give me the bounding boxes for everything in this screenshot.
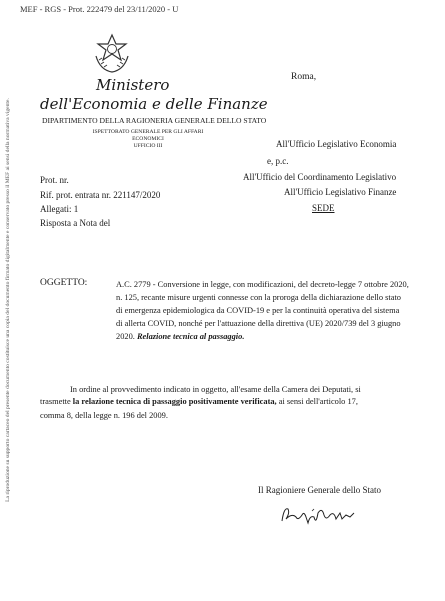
letterhead-ispettorato xyxy=(88,129,208,150)
signatory-title: Il Ragioniere Generale dello Stato xyxy=(258,485,381,495)
body-trasmette: trasmette xyxy=(40,397,71,406)
oggetto-line5-plain: 2020. xyxy=(116,332,135,341)
recipient-cc-label: e, p.c. xyxy=(267,156,289,166)
body-line-3: comma 8, della legge n. 196 del 2009. xyxy=(40,411,168,420)
body-relazione-bold: la relazione tecnica di passaggio positivamente verificata, xyxy=(72,397,277,406)
place-date: Roma, xyxy=(291,72,317,82)
letterhead-dipartimento: DIPARTIMENTO DELLA RAGIONERIA GENERALE DELLO STATO xyxy=(42,116,267,125)
letterhead-economia: dell'Economia e delle Finanze xyxy=(40,95,268,113)
ref-rif: Rif. prot. entrata nr. 221147/2020 xyxy=(40,190,161,200)
ispettorato-name: ISPETTORATO GENERALE PER GLI AFFARI ECONOMICI xyxy=(92,129,204,142)
oggetto-line: di emergenza epidemiologica da COVID-19 e per la continuità operativa del sistema xyxy=(116,306,400,315)
oggetto-line: n. 125, recante misure urgenti connesse con la proroga della dichiarazione dello stato xyxy=(116,293,401,302)
ref-allegati: Allegati: 1 xyxy=(40,204,79,214)
recipient-to: All'Ufficio Legislativo Economia xyxy=(276,139,397,149)
oggetto-line: di allerta COVID, nonché per l'attuazione della direttiva (UE) 2020/739 del 3 giugno xyxy=(116,319,401,328)
body-line-2 xyxy=(40,397,358,406)
recipient-cc2: All'Ufficio Legislativo Finanze xyxy=(284,187,397,197)
signature-graphic xyxy=(278,503,358,529)
recipient-cc1: All'Ufficio del Coordinamento Legislativo xyxy=(243,172,397,182)
ref-risposta: Risposta a Nota del xyxy=(40,218,111,228)
oggetto-line: A.C. 2779 - Conversione in legge, con modificazioni, del decreto-legge 7 ottobre 2020, xyxy=(116,280,409,289)
side-note xyxy=(0,0,14,601)
emblem-icon xyxy=(90,32,134,74)
body-articolo: ai sensi dell'articolo 17, xyxy=(278,397,358,406)
oggetto-line xyxy=(116,330,436,343)
oggetto-text xyxy=(116,278,436,343)
oggetto-label: OGGETTO: xyxy=(40,278,88,288)
side-note-text: La riproduzione su supporto cartaceo del presente documento costituisce una copia del documento firmato digitalmente e conservato presso il MEF ai sensi della normativa vigente. xyxy=(5,98,11,502)
oggetto-relazione: Relazione tecnica al passaggio. xyxy=(136,332,245,341)
body-line-1: In ordine al provvedimento indicato in oggetto, all'esame della Camera dei Deputati, si xyxy=(70,385,361,394)
ufficio-name: UFFICIO III xyxy=(133,143,163,149)
letterhead-ministero: Ministero xyxy=(96,76,170,94)
recipient-sede: SEDE xyxy=(312,203,335,213)
ref-prot: Prot. nr. xyxy=(40,175,69,185)
protocol-stamp: MEF - RGS - Prot. 222479 del 23/11/2020 - U xyxy=(20,4,179,14)
